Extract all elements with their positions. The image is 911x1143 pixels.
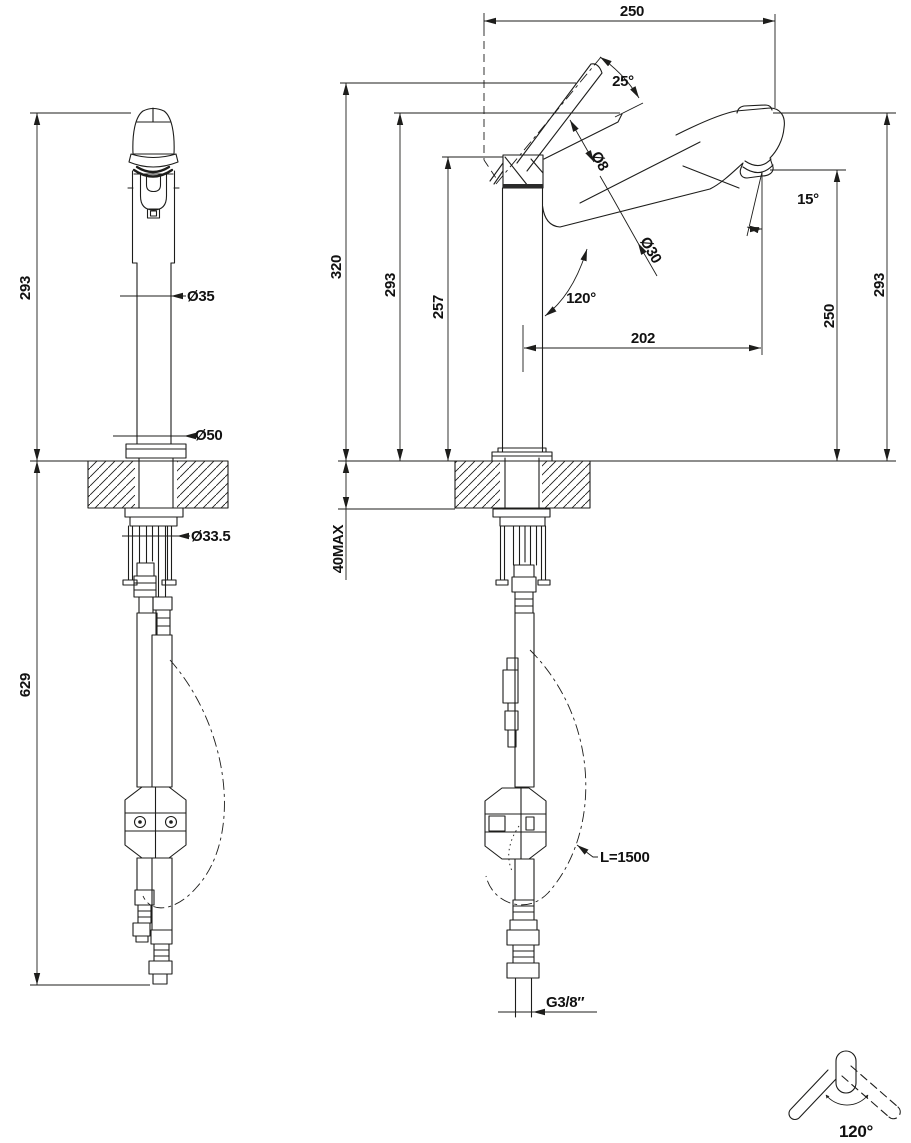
secondary-coupling [503, 670, 518, 703]
shank-lines [139, 458, 173, 508]
fitting-ribs [138, 911, 151, 917]
locknut-lower [500, 517, 545, 526]
secondary-pipe [508, 703, 515, 711]
hose-end-fitting [154, 944, 169, 961]
handle-skirt [129, 154, 178, 167]
locknut-upper [493, 509, 550, 517]
fitting-ribs [513, 906, 534, 912]
handle-dock [503, 155, 543, 188]
ribbed-fitting [513, 945, 534, 963]
swivel-arrow [826, 1095, 868, 1105]
centerline-vertical [484, 28, 496, 178]
hose-end-tip [136, 936, 148, 942]
hose-end-tip [153, 974, 167, 984]
dim-front-body-diameter: Ø35 [187, 288, 215, 305]
dim-connection-thread: G3/8″ [546, 994, 585, 1011]
ribbed-coupling [515, 592, 533, 613]
braid-mask [152, 635, 172, 787]
hose-coupling [153, 597, 172, 610]
hose-coupling [134, 576, 156, 597]
dim-outlet-offset: 202 [630, 330, 656, 347]
lever-position-solid [789, 1070, 836, 1120]
dim-front-height: 293 [17, 275, 34, 301]
coupling-ribs [156, 618, 170, 626]
hose-neck [139, 597, 153, 613]
hex-nut [507, 963, 539, 978]
dock-joint-band [503, 184, 543, 188]
dim-spout-angle: 120° [566, 290, 596, 307]
dim-spout-diameter: Ø30 [636, 234, 665, 267]
weight-window [489, 816, 505, 831]
hose-end-fitting [138, 905, 151, 923]
pullout-hose-loop [486, 650, 586, 905]
riser-flange [492, 452, 552, 461]
swivel-icon [789, 1051, 900, 1141]
counter-hatch-left [88, 461, 135, 508]
weight-hose-curve [509, 826, 519, 871]
angle-leg-spray [747, 172, 762, 236]
dim-outlet-height: 250 [821, 303, 838, 329]
supply-pipes [140, 526, 166, 597]
dim-spray-angle: 15° [797, 191, 819, 208]
dock-facets [505, 157, 543, 186]
dim-side-reach: 250 [619, 3, 645, 20]
dim-body-height: 257 [430, 294, 447, 320]
braid-mask [152, 858, 172, 930]
locknut-lower [130, 517, 177, 526]
ext-line [590, 113, 896, 461]
docked-spray-front [141, 174, 167, 210]
weight-bands [485, 788, 546, 859]
fitting-ribs [154, 950, 169, 956]
dim-lever-angle: 25° [612, 73, 634, 90]
counter-hatch-right [177, 461, 228, 508]
riser-column [503, 188, 543, 452]
dim-counter-thickness: 40MAX [330, 524, 347, 574]
mounting-studs [501, 526, 546, 580]
hose-end-fitting [135, 890, 154, 905]
stud-foot-left [496, 580, 508, 585]
dim-front-shank-diameter: Ø33.5 [191, 528, 231, 545]
angle-arc-spray [747, 227, 762, 229]
hose-coupling [514, 565, 534, 577]
secondary-hex [507, 658, 518, 670]
hose-end-nut [149, 961, 172, 974]
hose-coupling [137, 563, 154, 576]
riser-flange-step [498, 448, 546, 452]
lever-knob [836, 1051, 856, 1093]
spray-head-outline [676, 108, 784, 191]
side-view [455, 28, 784, 1017]
hose-end-nut [133, 923, 150, 936]
fitting-collar [510, 920, 537, 930]
stud-foot-right [538, 580, 550, 585]
hose-length-leader [577, 845, 598, 857]
connection-pipe [516, 978, 532, 1017]
hose-weight [485, 788, 546, 859]
counter-hatch-right [542, 461, 590, 508]
fitting-ribs [513, 951, 534, 957]
weight-screw-dot [138, 820, 142, 824]
braided-hose-lower [515, 859, 534, 900]
dim-hose-length: L=1500 [600, 849, 650, 866]
front-view [88, 108, 231, 984]
hex-nut [507, 930, 539, 945]
stud-foot-right [162, 580, 176, 585]
body-outline [128, 171, 179, 263]
dim-spout-height: 293 [382, 272, 399, 298]
weight-clip [526, 817, 534, 830]
ribbed-fitting [513, 900, 534, 920]
supply-pipes [514, 526, 537, 565]
dim-height-with-lever: 320 [328, 254, 345, 280]
dock-corner-detail [490, 163, 503, 184]
ext-line [484, 13, 775, 108]
spout-lower-edge [543, 191, 703, 227]
locknut-upper [125, 508, 183, 517]
counter-hatch-left [455, 461, 500, 508]
shank-lines [505, 458, 539, 509]
secondary-valve [505, 711, 518, 730]
hose-coupling [156, 610, 170, 635]
dim-overall-height: 293 [871, 272, 888, 298]
dim-lever-diameter: Ø8 [587, 148, 612, 174]
hose-coupling [512, 577, 536, 592]
head-seam [683, 166, 739, 188]
swivel-angle-label: 120° [839, 1122, 873, 1141]
angle-leg [615, 103, 643, 117]
outlet-shading [743, 159, 773, 173]
dim-front-under-counter: 629 [17, 672, 34, 698]
dim-spout-diameter-line [611, 195, 638, 243]
hose-end-fitting [151, 930, 172, 944]
dim-front-base-diameter: Ø50 [195, 427, 223, 444]
spout-upper-edge [544, 114, 622, 159]
handle-knob-seams [137, 108, 170, 122]
coupling-ribs [515, 599, 533, 606]
column-outline [137, 263, 171, 444]
weight-screw-dot [169, 820, 173, 824]
base-flange [126, 444, 186, 458]
spray-release-tab-inner [151, 211, 157, 216]
